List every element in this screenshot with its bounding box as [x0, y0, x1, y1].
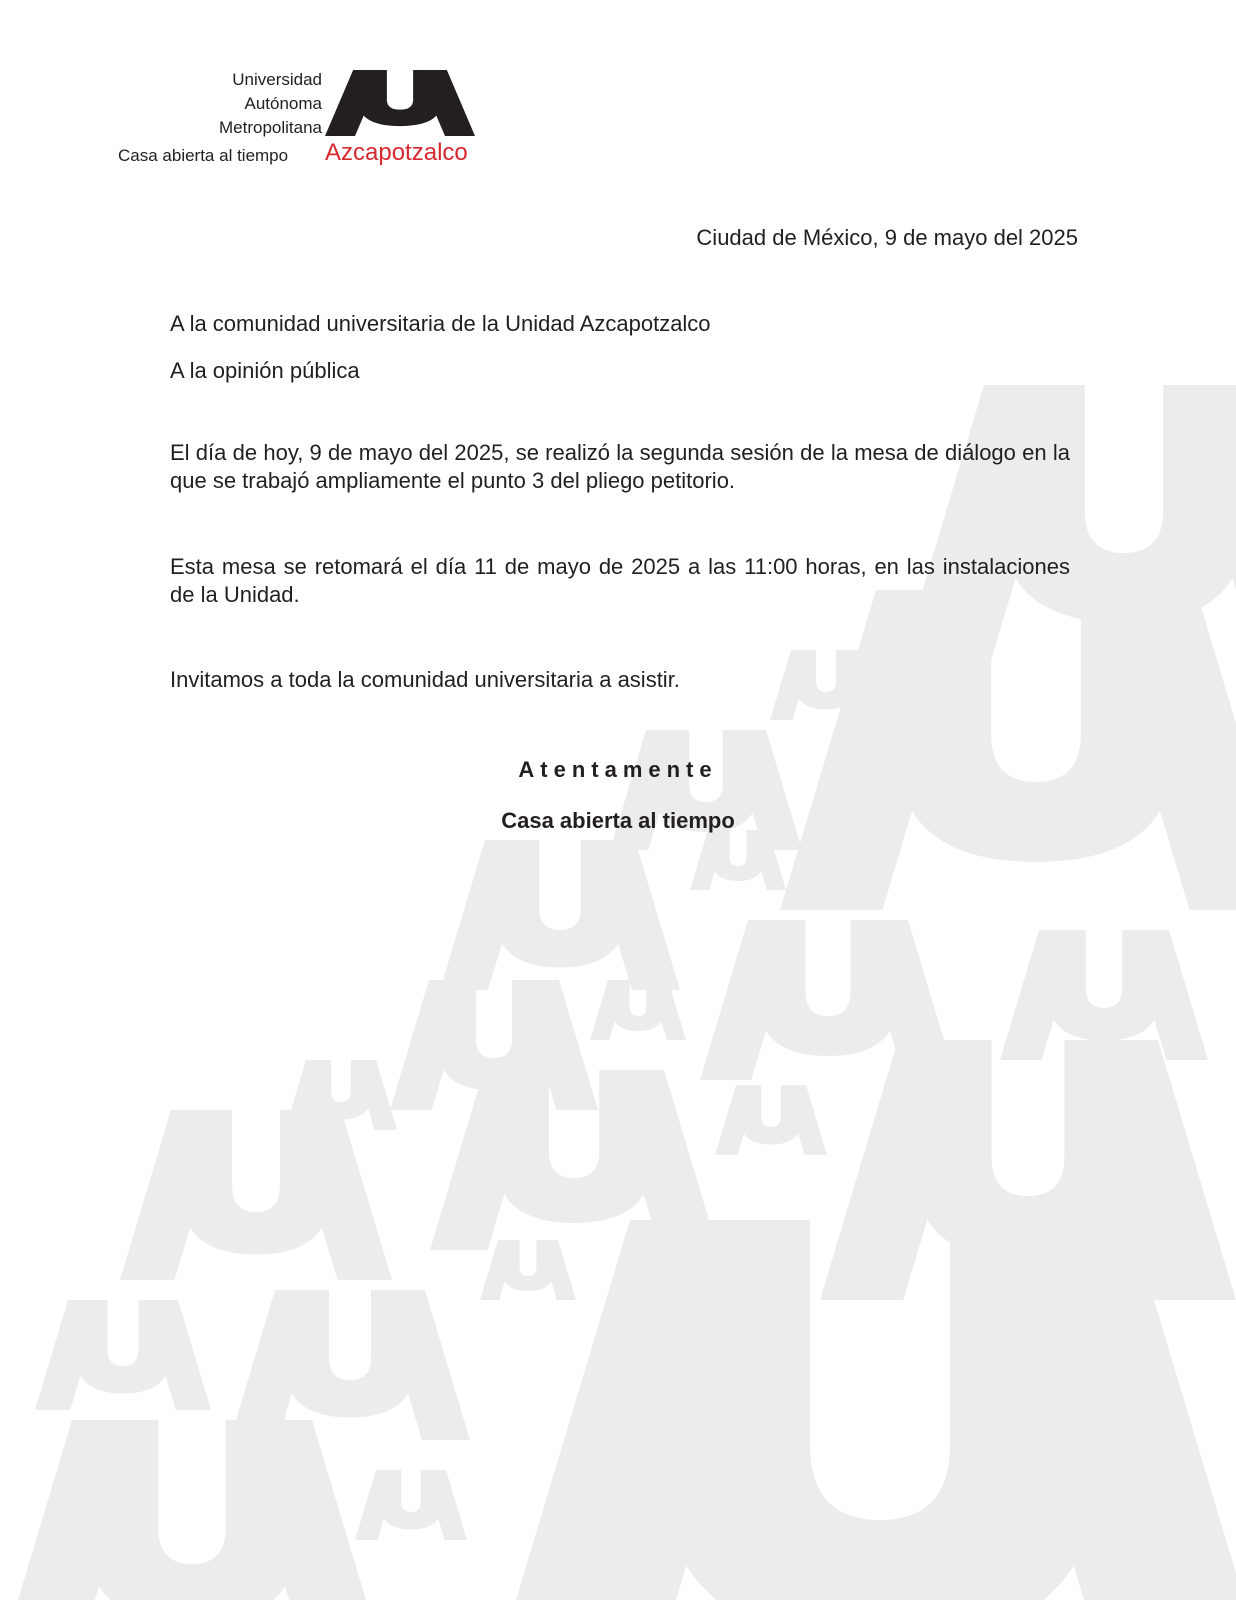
date-line: Ciudad de México, 9 de mayo del 2025	[696, 225, 1078, 250]
university-name	[219, 68, 322, 140]
university-line-3: Metropolitana	[218, 118, 322, 137]
uam-header	[110, 64, 490, 174]
campus-name: Azcapotzalco	[325, 139, 468, 166]
closing-atentamente: Atentamente	[518, 757, 718, 782]
university-motto: Casa abierta al tiempo	[118, 146, 289, 165]
paragraph-session: El día de hoy, 9 de mayo del 2025, se realizó la segunda sesión de la mesa de diálogo en la que se trabajó ampliamente el punto 3 del pliego petitorio.	[170, 440, 1070, 493]
uam-logo-icon	[325, 70, 475, 136]
paragraph-invitation: Invitamos a toda la comunidad universitaria a asistir.	[170, 667, 680, 692]
salutation-community: A la comunidad universitaria de la Unidad Azcapotzalco	[170, 311, 711, 336]
closing-motto: Casa abierta al tiempo	[501, 808, 735, 833]
paragraph-next-meeting: Esta mesa se retomará el día 11 de mayo de 2025 a las 11:00 horas, en las instalaciones de la Unidad.	[170, 554, 1070, 607]
university-line-1: Universidad	[232, 70, 322, 89]
university-line-2: Autónoma	[244, 94, 322, 113]
salutation-public: A la opinión pública	[170, 358, 360, 383]
